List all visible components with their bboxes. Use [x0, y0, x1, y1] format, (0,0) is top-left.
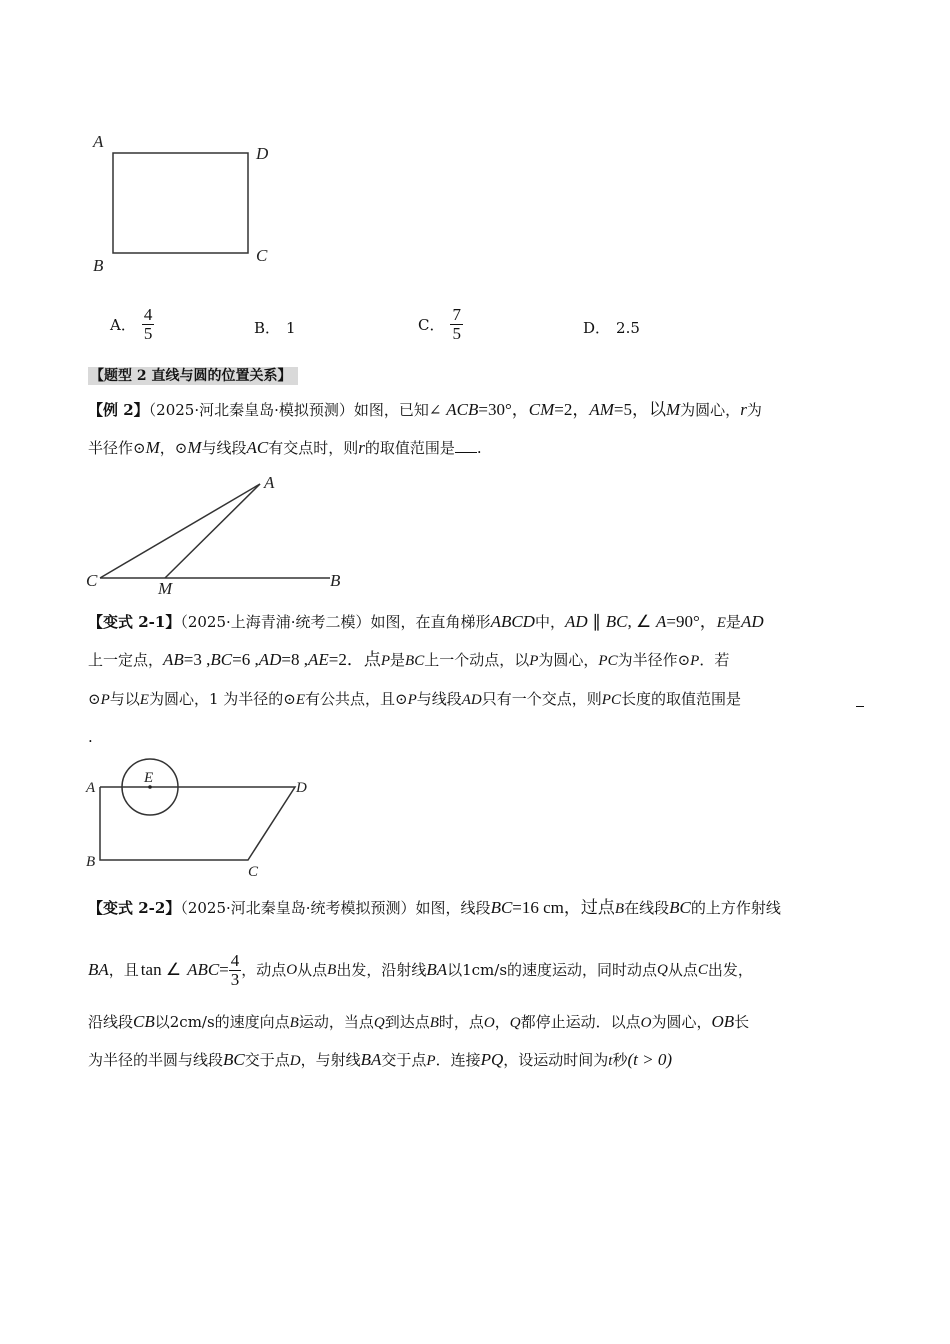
- text: 为: [746, 401, 762, 419]
- text: 是: [725, 613, 741, 631]
- option-b-letter: B．: [254, 319, 281, 337]
- variant22-line2: [88, 948, 753, 992]
- math-bc: BC: [490, 898, 513, 917]
- math-ob: OB: [711, 1012, 735, 1031]
- fraction-denominator: 3: [230, 969, 240, 989]
- text: 在线段: [624, 899, 670, 917]
- math-o: O: [640, 1015, 652, 1031]
- math-ad: AD: [461, 692, 482, 708]
- text: 交于点: [381, 1051, 427, 1069]
- text: 有公共点，且⊙: [305, 690, 408, 708]
- math-acb: ACB: [446, 400, 479, 419]
- text: =8 ,: [281, 650, 308, 669]
- option-a-numerator: 4: [143, 305, 153, 324]
- math-b: B: [429, 1015, 439, 1031]
- figure-rectangle: [85, 125, 285, 285]
- math-ba: BA: [426, 960, 448, 979]
- variant22-source: （2025·河北秦皇岛·统考模拟预测）: [180, 899, 416, 917]
- figure-trapezoid: [80, 752, 330, 882]
- math-ad: AD: [258, 650, 282, 669]
- text: 秒: [612, 1051, 628, 1069]
- text: 只有一个交点，则: [481, 690, 602, 708]
- text: 交于点: [244, 1051, 290, 1069]
- math-d: D: [289, 1053, 301, 1069]
- option-c-letter: C．: [418, 316, 445, 334]
- math-ab: AB: [163, 650, 184, 669]
- tan-angle: tan ∠: [140, 960, 182, 979]
- math-o: O: [483, 1015, 495, 1031]
- math-p: P: [100, 692, 110, 708]
- label-b: B: [86, 854, 96, 870]
- math-abc: ABC: [187, 960, 220, 979]
- label-a: A: [93, 132, 104, 151]
- math-pc: PC: [598, 653, 618, 669]
- math-abcd: ABCD: [490, 612, 535, 631]
- variant21-line3: [88, 689, 741, 710]
- math-p: P: [426, 1053, 436, 1069]
- label-c: C: [86, 571, 98, 590]
- math-m: M: [666, 400, 681, 419]
- variant22-tag: 【变式 2-2】: [88, 899, 181, 917]
- text: 以1cm/s的速度运动，同时动点: [447, 961, 658, 979]
- text: , ∠: [627, 612, 652, 631]
- text: 出发，: [707, 961, 753, 979]
- math-ae: AE: [307, 650, 329, 669]
- text: 为圆心，: [651, 1013, 712, 1031]
- math-bc: BC: [210, 650, 233, 669]
- answer-blank[interactable]: [856, 706, 864, 707]
- option-b[interactable]: [254, 317, 296, 338]
- section-heading: 【题型 2 直线与圆的位置关系】: [88, 367, 298, 385]
- text: ，动点: [241, 961, 287, 979]
- text: =2．点: [328, 650, 381, 669]
- math-e: E: [139, 692, 149, 708]
- option-c-fraction: [450, 306, 463, 343]
- option-b-value: 1: [286, 318, 296, 337]
- text: ⊙: [88, 690, 101, 708]
- text: 到达点: [384, 1013, 430, 1031]
- math-cb: CB: [133, 1012, 155, 1031]
- variant21-line2: [88, 650, 729, 671]
- math-condition: (t > 0): [627, 1050, 673, 1069]
- example2-tag: 【例 2】: [88, 401, 149, 419]
- text: 是: [390, 651, 406, 669]
- text: 如图，在直角梯形: [370, 613, 491, 631]
- math-am: AM: [589, 400, 614, 419]
- option-c-numerator: 7: [452, 305, 461, 324]
- label-a: A: [86, 780, 96, 796]
- fraction-numerator: 4: [230, 950, 240, 970]
- text: =5，以: [613, 400, 666, 419]
- math-m: M: [145, 438, 160, 457]
- math-q: Q: [509, 1015, 521, 1031]
- variant21-source: （2025·上海青浦·统考二模）: [180, 613, 371, 631]
- option-d[interactable]: [583, 317, 640, 338]
- variant21-line4: .: [88, 728, 93, 746]
- label-d: D: [256, 144, 269, 163]
- text: 上一个动点，以: [424, 651, 530, 669]
- text: 半径作⊙: [88, 439, 146, 457]
- math-cm: CM: [528, 400, 555, 419]
- text: 以2cm/s的速度向点: [154, 1013, 290, 1031]
- text: 上一定点，: [88, 651, 164, 669]
- text: 与以: [109, 690, 140, 708]
- label-a: A: [264, 473, 275, 492]
- text: 从点: [667, 961, 698, 979]
- math-q: Q: [373, 1015, 385, 1031]
- option-d-value: 2.5: [616, 318, 640, 337]
- text: 与线段: [416, 690, 462, 708]
- math-p: P: [529, 653, 539, 669]
- variant21-tag: 【变式 2-1】: [88, 613, 181, 631]
- text: 为半径的半圆与线段: [88, 1051, 224, 1069]
- math-a: A: [655, 612, 667, 631]
- option-c[interactable]: [418, 306, 463, 343]
- math-bc: BC: [669, 898, 691, 917]
- equals: =: [219, 960, 229, 979]
- text: ．连接: [435, 1051, 481, 1069]
- text: 的上方作射线: [690, 899, 781, 917]
- text: 沿线段: [88, 1013, 134, 1031]
- math-ad: AD: [564, 612, 588, 631]
- text: 长: [734, 1013, 750, 1031]
- answer-blank[interactable]: [455, 438, 477, 453]
- text: 如图，已知: [353, 401, 429, 419]
- rectangle-abcd: [113, 153, 248, 253]
- variant22-line3: [88, 1012, 749, 1033]
- text: ，⊙: [159, 439, 188, 457]
- math-bc: BC: [605, 612, 628, 631]
- text: 为半径作⊙: [617, 651, 691, 669]
- variant22-line4: [88, 1050, 672, 1071]
- text: 与线段: [201, 439, 247, 457]
- example2-line2: [88, 438, 482, 458]
- math-bc: BC: [223, 1050, 245, 1069]
- label-m: M: [158, 579, 173, 598]
- text: ，设运动时间为: [503, 1051, 609, 1069]
- math-b: B: [327, 962, 337, 978]
- label-d: D: [296, 780, 307, 796]
- text: =6 ,: [232, 650, 259, 669]
- text: 有交点时，则: [268, 439, 359, 457]
- text: 长度的取值范围是: [620, 690, 741, 708]
- text: =16 cm，过点: [512, 898, 615, 917]
- math-p: P: [380, 653, 391, 669]
- example2-line1: [88, 400, 762, 420]
- text: ，且: [108, 961, 139, 979]
- text: ，与射线: [300, 1051, 361, 1069]
- text: ．若: [699, 651, 730, 669]
- math-r: r: [740, 400, 747, 419]
- text: =90°，: [666, 612, 717, 631]
- trapezoid-abcd: [100, 787, 295, 860]
- math-p: P: [690, 653, 700, 669]
- text: 中，: [534, 613, 565, 631]
- text: 都停止运动．以点: [520, 1013, 641, 1031]
- angle-symbol: ∠: [428, 401, 442, 419]
- option-c-denominator: 5: [452, 324, 461, 343]
- math-t: t: [608, 1053, 613, 1069]
- option-a[interactable]: [110, 306, 154, 343]
- text: 时，点: [438, 1013, 484, 1031]
- example2-source: （2025·河北秦皇岛·模拟预测）: [148, 401, 354, 419]
- figure-triangle: [80, 470, 360, 600]
- text: 为圆心，: [680, 401, 741, 419]
- text: ，: [494, 1013, 510, 1031]
- text: =3 ,: [183, 650, 211, 669]
- text: 为圆心，1 为半径的⊙: [148, 690, 296, 708]
- label-c: C: [248, 864, 259, 880]
- text: 的取值范围是: [364, 439, 455, 457]
- label-b: B: [93, 256, 104, 275]
- tan-fraction: [229, 952, 242, 989]
- text: .: [476, 439, 482, 457]
- math-pc: PC: [601, 692, 621, 708]
- math-ba: BA: [360, 1050, 382, 1069]
- math-o: O: [286, 962, 298, 978]
- text: 运动，当点: [298, 1013, 374, 1031]
- math-bc: BC: [405, 653, 425, 669]
- math-c: C: [697, 962, 708, 978]
- math-ba: BA: [88, 960, 109, 979]
- option-a-denominator: 5: [143, 324, 153, 343]
- text: =2，: [554, 400, 590, 419]
- math-b: B: [614, 901, 625, 917]
- math-p: P: [407, 692, 417, 708]
- math-q: Q: [657, 962, 668, 978]
- option-a-fraction: [142, 306, 155, 343]
- text: 从点: [297, 961, 328, 979]
- parallel-symbol: ∥: [592, 612, 601, 631]
- text: 出发，沿射线: [336, 961, 427, 979]
- label-c: C: [256, 246, 268, 265]
- math-pq: PQ: [480, 1050, 504, 1069]
- option-d-letter: D．: [583, 319, 611, 337]
- math-e: E: [716, 615, 726, 631]
- math-ac: AC: [246, 438, 269, 457]
- label-b: B: [330, 571, 341, 590]
- variant22-line1: [88, 898, 781, 919]
- option-a-letter: A．: [110, 316, 136, 334]
- label-e: E: [144, 770, 154, 786]
- math-ad: AD: [740, 612, 764, 631]
- text: 如图，线段: [415, 899, 491, 917]
- text: 为圆心，: [538, 651, 599, 669]
- math-e: E: [295, 692, 305, 708]
- math-m: M: [187, 438, 202, 457]
- text: =30°，: [478, 400, 529, 419]
- variant21-line1: [88, 612, 764, 633]
- math-r: r: [358, 438, 365, 457]
- math-b: B: [289, 1015, 299, 1031]
